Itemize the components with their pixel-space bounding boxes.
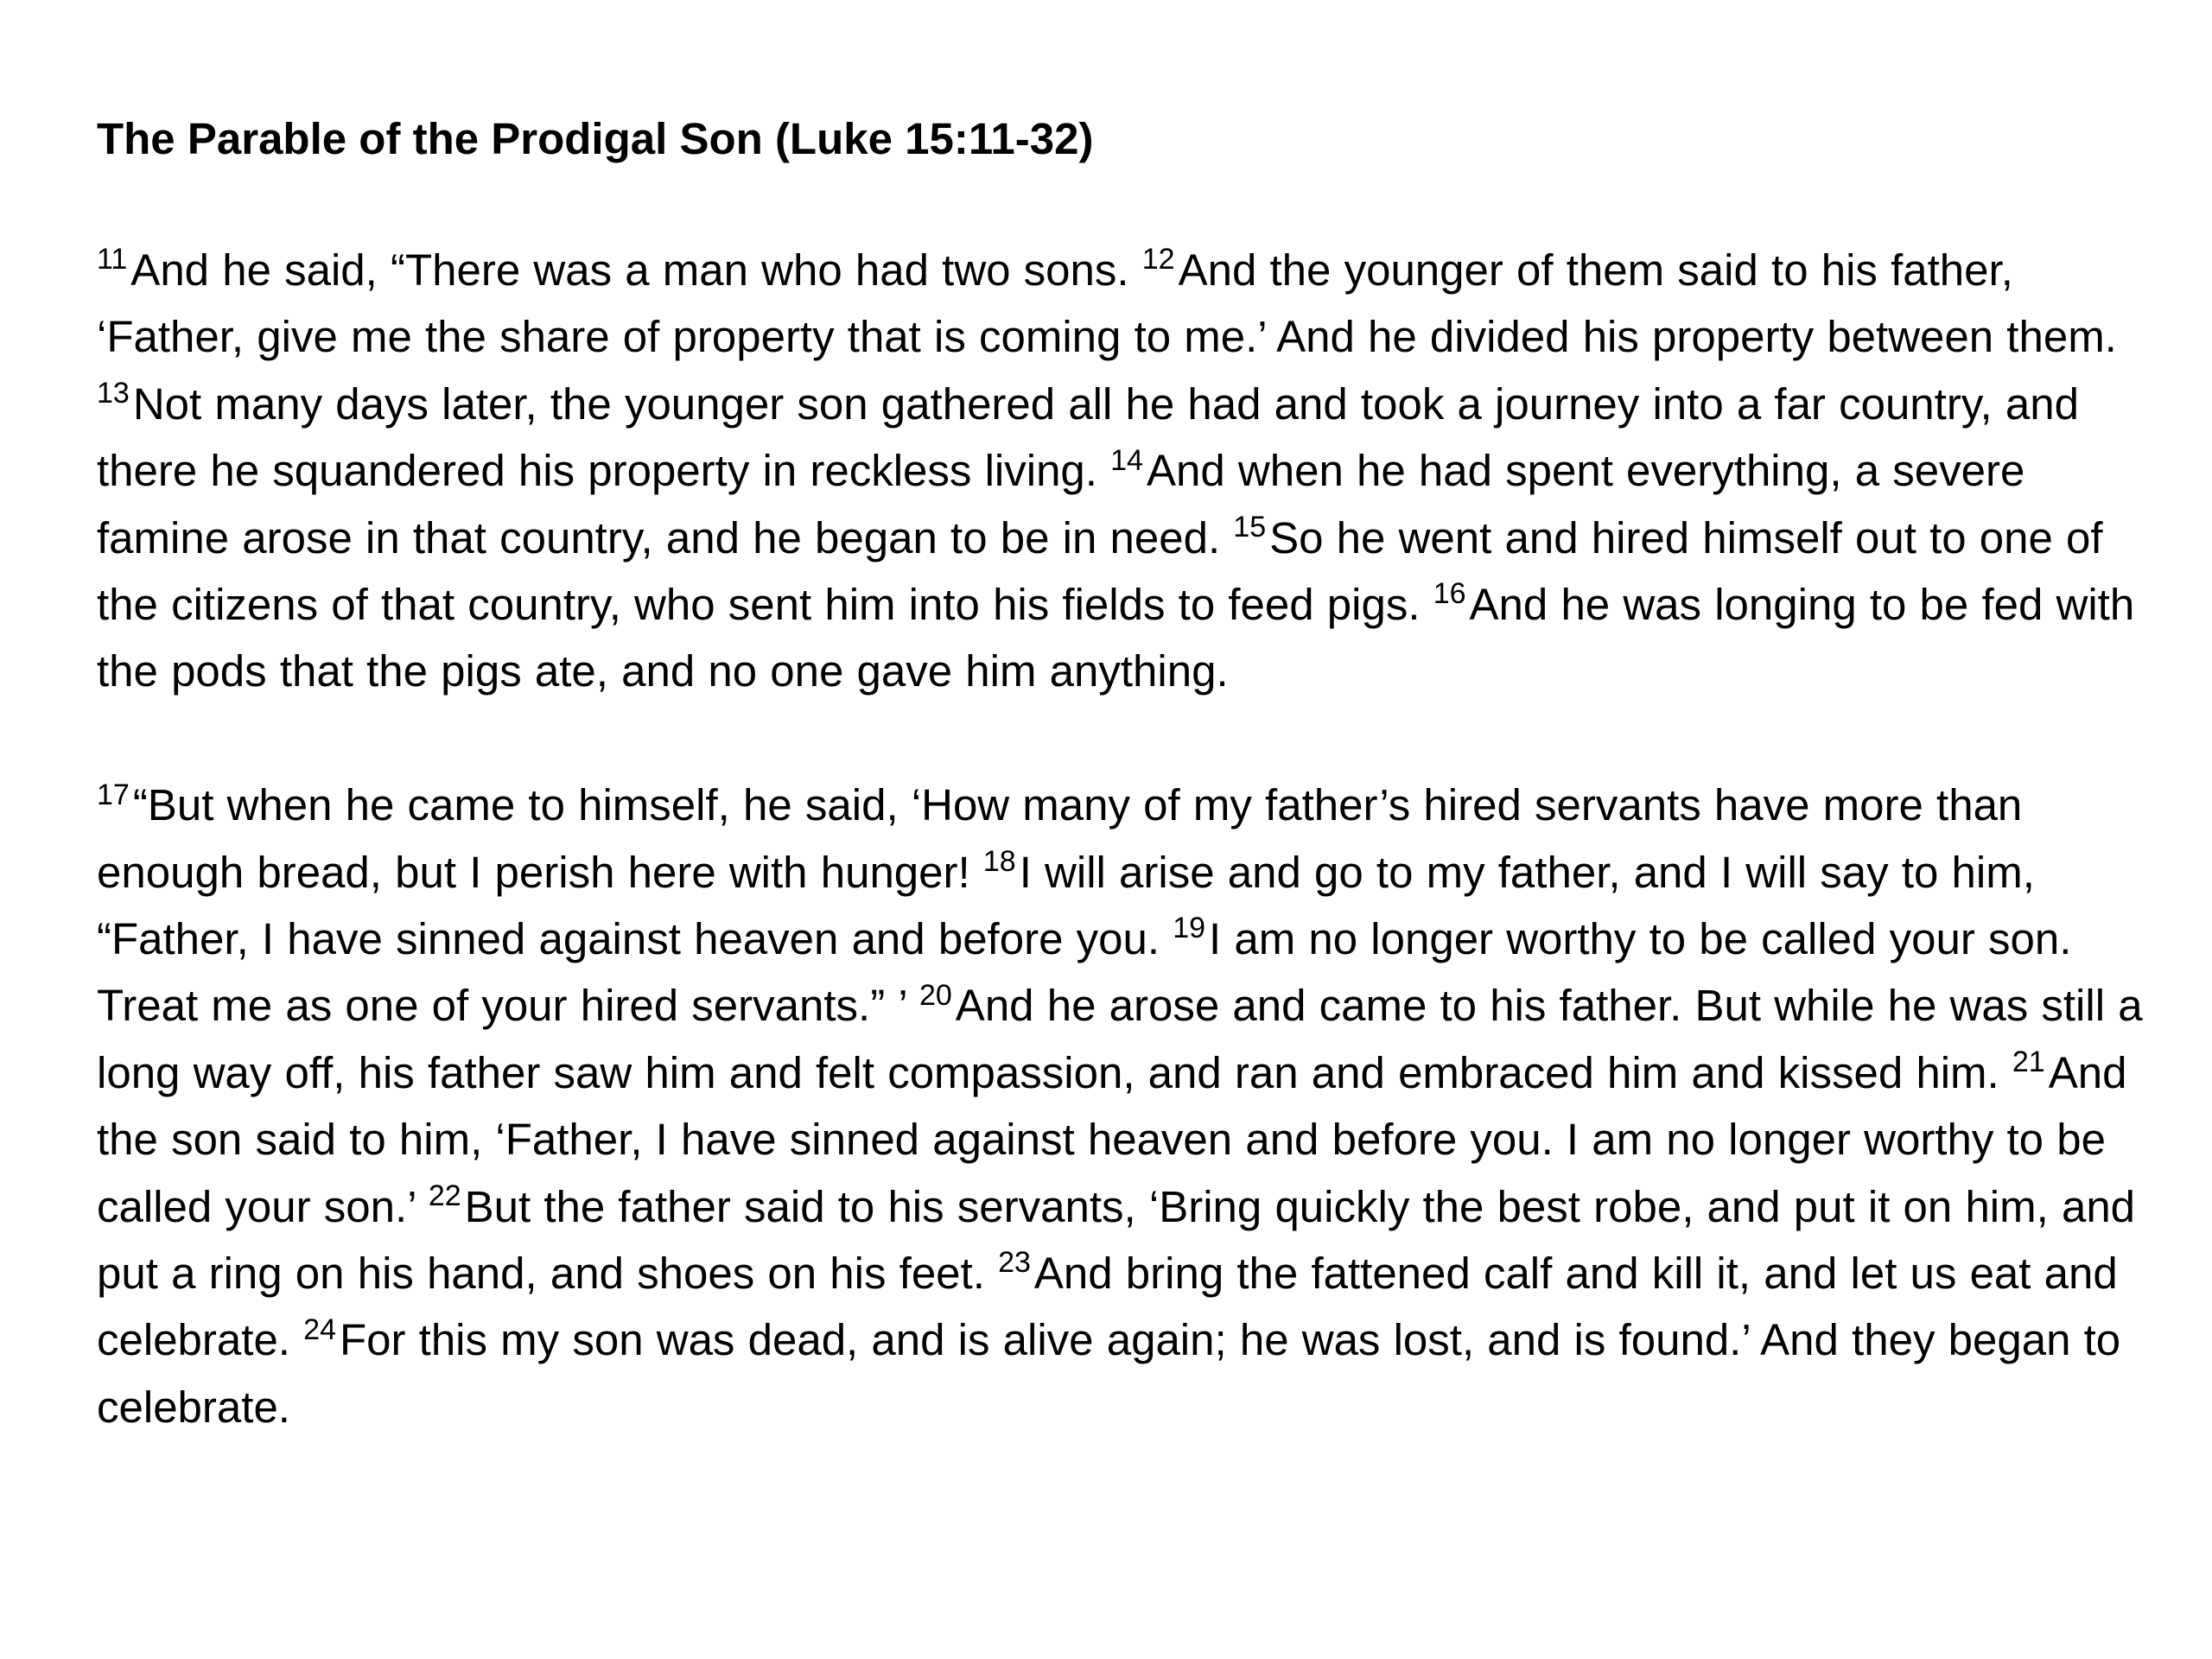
verse-text: But the father said to his servants, ‘Bring quickly the best robe, and put it on him, and put a ring on his hand, and shoes on his feet. — [97, 1181, 2136, 1299]
paragraph-2 — [97, 772, 2145, 1440]
verse-number: 15 — [1233, 510, 1267, 543]
verse-text: And bring the fattened calf and kill it, and let us eat and celebrate. — [97, 1249, 2118, 1365]
verse-text: And the younger of them said to his father, ‘Father, give me the share of property that is coming to me.’ And he divided his property between them. — [97, 245, 2117, 362]
verse-number: 21 — [2012, 1046, 2045, 1079]
verse-text: And the son said to him, ‘Father, I have sinned against heaven and before you. I am no longer worthy to be called your son.’ — [97, 1047, 2127, 1231]
verse-number: 20 — [918, 978, 952, 1012]
verse — [97, 245, 1129, 295]
verse-number: 19 — [1173, 912, 1206, 945]
verse-text: For this my son was dead, and is alive again; he was lost, and is found.’ And they began to celebrate. — [97, 1315, 2121, 1432]
verse-text: “But when he came to himself, he said, ‘How many of my father’s hired servants have more than enough bread, but I perish here with hunger! — [97, 780, 2023, 897]
verse-text: And he said, “There was a man who had two sons. — [130, 245, 1129, 295]
verse-number: 11 — [97, 243, 128, 276]
verse-number: 13 — [97, 377, 130, 410]
slide-title: The Parable of the Prodigal Son (Luke 15:11-32) — [97, 114, 1094, 163]
verse-text: And when he had spent everything, a severe famine arose in that country, and he began to be in need. — [97, 446, 2025, 563]
verse-text: I am no longer worthy to be called your son. Treat me as one of your hired servants.” ’ — [97, 914, 2072, 1031]
verse-number: 24 — [303, 1313, 336, 1346]
verse-text: Not many days later, the younger son gathered all he had and took a journey into a far country, and there he squandered his property in reckless living. — [97, 378, 2079, 496]
verse-number: 18 — [982, 844, 1016, 878]
verse-number: 14 — [1110, 443, 1143, 477]
paragraph-1 — [97, 237, 2145, 705]
verse-number: 17 — [97, 778, 130, 811]
verse-number: 23 — [998, 1246, 1031, 1280]
verse-text: And he arose and came to his father. But while he was still a long way off, his father saw him and felt compassion, and ran and embraced him and kissed him. — [97, 981, 2143, 1097]
verse-text: So he went and hired himself out to one of the citizens of that country, who sent him into his fields to feed pigs. — [97, 512, 2103, 630]
verse-number: 22 — [428, 1179, 461, 1212]
verse-number: 12 — [1141, 243, 1175, 276]
verse-number: 16 — [1433, 577, 1466, 611]
verse-text: And he was longing to be fed with the pods that the pigs ate, and no one gave him anything. — [97, 580, 2135, 696]
verse — [97, 1315, 2120, 1431]
verse-text: I will arise and go to my father, and I will say to him, “Father, I have sinned against heaven and before you. — [97, 847, 2035, 964]
slide-content — [97, 105, 2145, 1440]
